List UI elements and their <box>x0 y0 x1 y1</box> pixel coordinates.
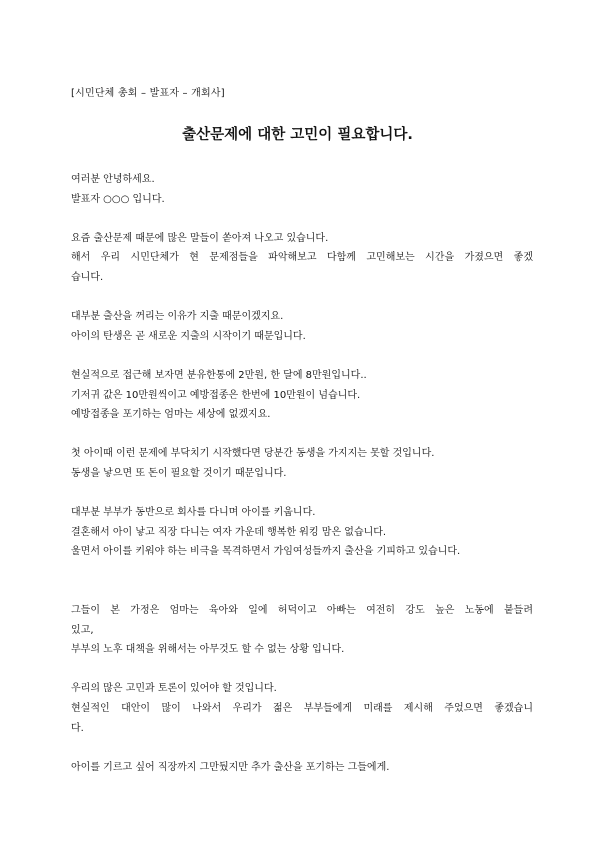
header-note: [시민단체 총회 – 발표자 – 개회사] <box>71 88 225 99</box>
paragraph-greeting <box>71 170 533 209</box>
text-line: 울면서 아이를 키워야 하는 비극을 목격하면서 가임여성들까지 출산을 기피하고 있습니다. <box>71 546 461 558</box>
text-line: 부부의 노후 대책을 위해서는 아무것도 할 수 없는 상황 입니다. <box>71 644 345 656</box>
text-line: 대부분 부부가 동반으로 회사를 다니며 아이를 키웁니다. <box>71 507 316 519</box>
text-line: 대부분 출산을 꺼리는 이유가 지출 때문이겠지요. <box>71 311 284 323</box>
text-line: 예방접종을 포기하는 엄마는 세상에 없겠지요. <box>71 409 271 421</box>
paragraph-working-couples <box>71 503 533 562</box>
paragraph-costs <box>71 366 533 425</box>
text-line: 첫 아이때 이런 문제에 부닥치기 시작했다면 당분간 동생을 가지지는 못할 것입니다. <box>71 448 435 460</box>
paragraph-first-child <box>71 444 533 483</box>
text-line: 아이를 기르고 싶어 직장까지 그만뒀지만 추가 출산을 포기하는 그들에게. <box>71 761 390 773</box>
text-line: 현실적으로 접근해 보자면 분유한통에 2만원, 한 달에 8만원입니다.. <box>71 369 367 381</box>
text-line: 요즘 출산문제 때문에 많은 말들이 쏟아져 나오고 있습니다. <box>71 232 329 244</box>
text-line: 그들이 본 가정은 엄마는 육아와 일에 허덕이고 아빠는 여전히 강도 높은 노동에 붙들려 <box>71 605 533 617</box>
page-title: 출산문제에 대한 고민이 필요합니다. <box>182 127 413 143</box>
text-line: 기저귀 값은 10만원씩이고 예방접종은 한번에 10만원이 넘습니다. <box>71 389 361 401</box>
text-line: 현실적인 대안이 많이 나와서 우리가 젊은 부부들에게 미래를 제시해 주었으면 좋겠습니 <box>71 703 533 715</box>
paragraph-intro <box>71 229 533 288</box>
text-line: 다. <box>71 722 84 734</box>
text-line: 결혼해서 아이 낳고 직장 다니는 여자 가운데 행복한 워킹 맘은 없습니다. <box>71 526 387 538</box>
paragraph-family-situation <box>71 601 533 660</box>
text-line: 우리의 많은 고민과 토론이 있어야 할 것입니다. <box>71 683 277 695</box>
text-line: 발표자 ○○○ 입니다. <box>71 193 165 205</box>
paragraph-discussion <box>71 679 533 738</box>
text-line: 여러분 안녕하세요. <box>71 174 155 185</box>
text-line: 해서 우리 시민단체가 현 문제점들을 파악해보고 다함께 고민해보는 시간을 가졌으면 좋겠 <box>71 252 533 264</box>
text-line: 습니다. <box>71 271 104 283</box>
document-body <box>71 170 533 777</box>
text-line: 있고, <box>71 624 94 636</box>
paragraph-closing <box>71 758 533 778</box>
paragraph-expense-reason <box>71 307 533 346</box>
text-line: 동생을 낳으면 또 돈이 필요할 것이기 때문입니다. <box>71 467 287 479</box>
text-line: 아이의 탄생은 곧 새로운 지출의 시작이기 때문입니다. <box>71 330 306 342</box>
